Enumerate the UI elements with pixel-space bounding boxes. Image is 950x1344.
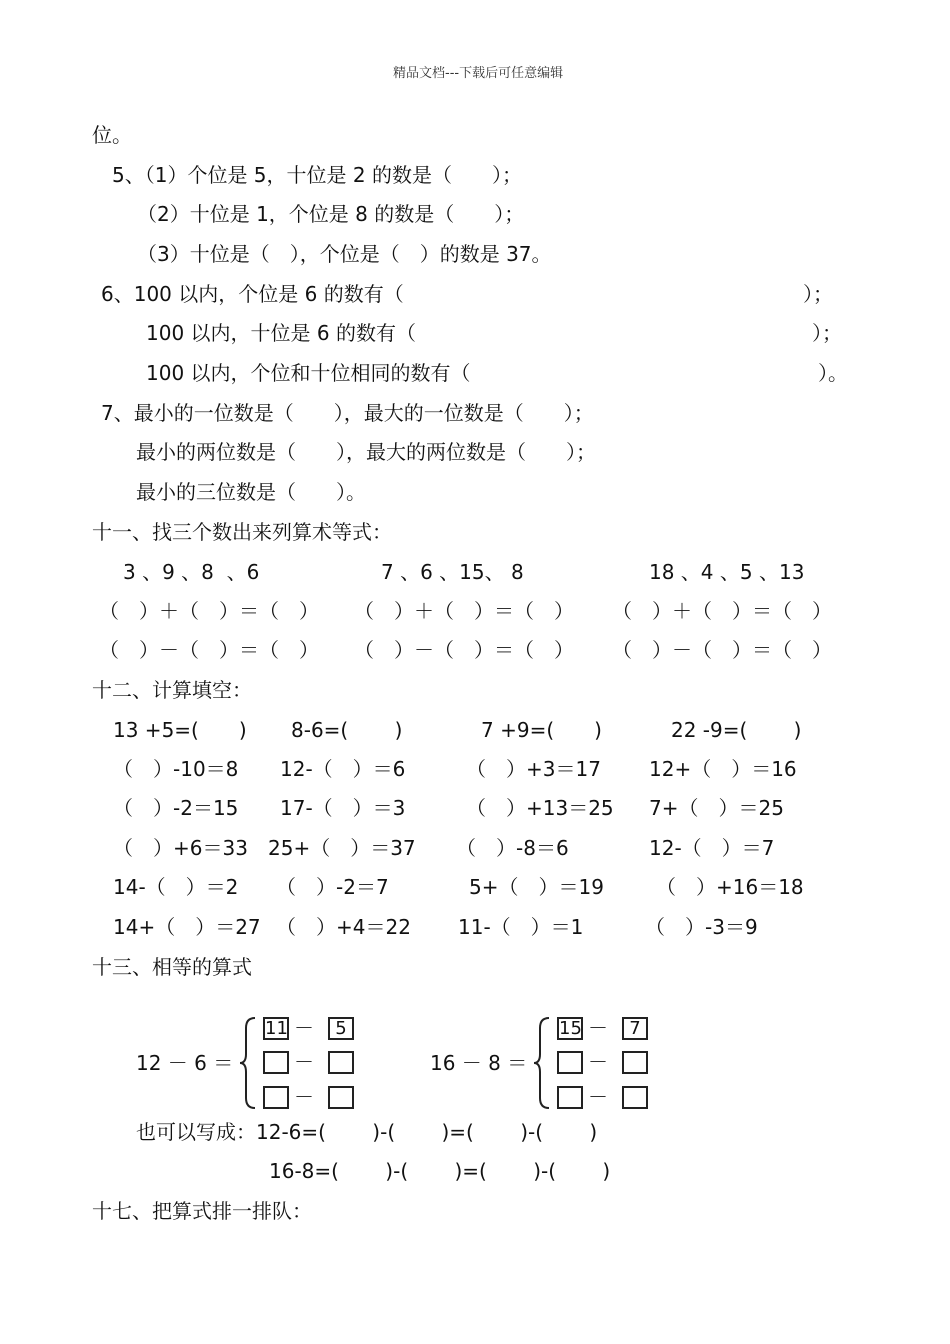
s12-r2-c3: （ ）+3＝17 [466, 757, 601, 781]
s13-eq1-box-b: 5 [328, 1017, 354, 1040]
s13-eq1-box-a: 11 [265, 1018, 288, 1039]
s13-eq1-minus-3: － [294, 1085, 314, 1109]
s12-r6-c2: （ ）+4＝22 [276, 915, 411, 939]
s12-r1-c4: 22 -9=( ) [671, 718, 802, 742]
s12-r3-c4: 7+（ ）＝25 [649, 796, 784, 820]
section-12-title: 十二、计算填空： [92, 678, 252, 702]
s12-r2-c2: 12-（ ）＝6 [280, 757, 406, 781]
s12-r5-c3: 5+（ ）＝19 [469, 875, 604, 899]
s13-eq2-box-a: 15 [559, 1018, 582, 1039]
s13-eq2-box-b: 7 [622, 1017, 648, 1040]
section-13-title: 十三、相等的算式 [92, 955, 252, 979]
s12-r2-c4: 12+（ ）＝16 [649, 757, 797, 781]
s12-r1-c2: 8-6=( ) [291, 718, 403, 742]
s12-r5-c2: （ ）-2＝7 [276, 875, 389, 899]
s13-eq2-blank-box[interactable] [557, 1051, 583, 1074]
s12-r6-c4: （ ）-3＝9 [645, 915, 758, 939]
q5-line-2: （2）十位是 1，个位是 8 的数是（ ）； [137, 202, 525, 226]
s12-r5-c4: （ ）+16＝18 [656, 875, 804, 899]
s11-group-3: 18 、4 、5 、13 [649, 560, 805, 584]
q6-line-3-close: ）。 [818, 361, 848, 385]
left-brace-icon [238, 1016, 258, 1110]
s11-add-1: （ ）＋（ ）＝（ ） [99, 599, 319, 623]
prev-question-tail: 位。 [92, 123, 132, 147]
s13-write-line-1: 也可以写成：12-6=( )-( )=( )-( ) [136, 1120, 598, 1144]
s13-eq1-blank-box[interactable] [328, 1051, 354, 1074]
q6-line-1-close: ）； [803, 282, 833, 306]
q6-line-1: 6、100 以内，个位是 6 的数有（ [101, 282, 404, 306]
s12-r4-c1: （ ）+6＝33 [113, 836, 248, 860]
s13-eq2-minus-2: － [588, 1050, 608, 1074]
s12-r4-c4: 12-（ ）＝7 [649, 836, 775, 860]
s12-r1-c1: 13 +5=( ) [113, 718, 247, 742]
q6-line-2: 100 以内，十位是 6 的数有（ [146, 321, 416, 345]
s12-r1-c3: 7 +9=( ) [481, 718, 602, 742]
q7-line-1: 7、最小的一位数是（ ），最大的一位数是（ ）； [101, 401, 594, 425]
q7-line-3: 最小的三位数是（ ）。 [136, 480, 366, 504]
s11-group-1: 3 、9 、8 、6 [123, 560, 260, 584]
s13-eq2-minus-1: － [588, 1016, 608, 1040]
s13-eq1-minus-2: － [294, 1050, 314, 1074]
s13-eq1-minus-1: － [294, 1016, 314, 1040]
s13-eq2-blank-box[interactable] [622, 1086, 648, 1109]
s13-eq1-blank-box[interactable] [328, 1086, 354, 1109]
s13-eq2-minus-3: － [588, 1085, 608, 1109]
q6-line-2-close: ）； [812, 321, 842, 345]
left-brace-icon [532, 1016, 552, 1110]
s12-r4-c3: （ ）-8＝6 [456, 836, 569, 860]
s12-r3-c1: （ ）-2＝15 [113, 796, 239, 820]
s12-r3-c2: 17-（ ）＝3 [280, 796, 406, 820]
s12-r4-c2: 25+（ ）＝37 [268, 836, 416, 860]
s12-r3-c3: （ ）+13＝25 [466, 796, 614, 820]
s11-add-3: （ ）＋（ ）＝（ ） [612, 599, 832, 623]
s13-eq2-blank-box[interactable] [622, 1051, 648, 1074]
page-header: 精品文档---下载后可任意编辑 [393, 66, 564, 81]
s12-r6-c1: 14+（ ）＝27 [113, 915, 261, 939]
s11-sub-3: （ ）－（ ）＝（ ） [612, 638, 832, 662]
s13-equation-1: 12 － 6 ＝ [136, 1051, 234, 1075]
s13-eq1-blank-box[interactable] [263, 1086, 289, 1109]
section-11-title: 十一、找三个数出来列算术等式： [92, 520, 392, 544]
q7-line-2: 最小的两位数是（ ），最大的两位数是（ ）； [136, 440, 596, 464]
q6-line-3: 100 以内，个位和十位相同的数有（ [146, 361, 471, 385]
s12-r6-c3: 11-（ ）＝1 [458, 915, 584, 939]
section-17-title: 十七、把算式排一排队： [92, 1199, 312, 1223]
q5-line-3: （3）十位是（ ），个位是（ ）的数是 37。 [137, 242, 552, 266]
s12-r2-c1: （ ）-10＝8 [113, 757, 239, 781]
s11-sub-2: （ ）－（ ）＝（ ） [354, 638, 574, 662]
s11-add-2: （ ）＋（ ）＝（ ） [354, 599, 574, 623]
s13-eq1-blank-box[interactable] [263, 1051, 289, 1074]
q5-line-1: 5、（1）个位是 5，十位是 2 的数是（ ）； [112, 163, 522, 187]
s11-group-2: 7 、6 、15、 8 [381, 560, 524, 584]
s13-equation-2: 16 － 8 ＝ [430, 1051, 528, 1075]
s11-sub-1: （ ）－（ ）＝（ ） [99, 638, 319, 662]
s13-write-line-2: 16-8=( )-( )=( )-( ) [269, 1159, 611, 1183]
s12-r5-c1: 14-（ ）＝2 [113, 875, 239, 899]
s13-eq2-blank-box[interactable] [557, 1086, 583, 1109]
